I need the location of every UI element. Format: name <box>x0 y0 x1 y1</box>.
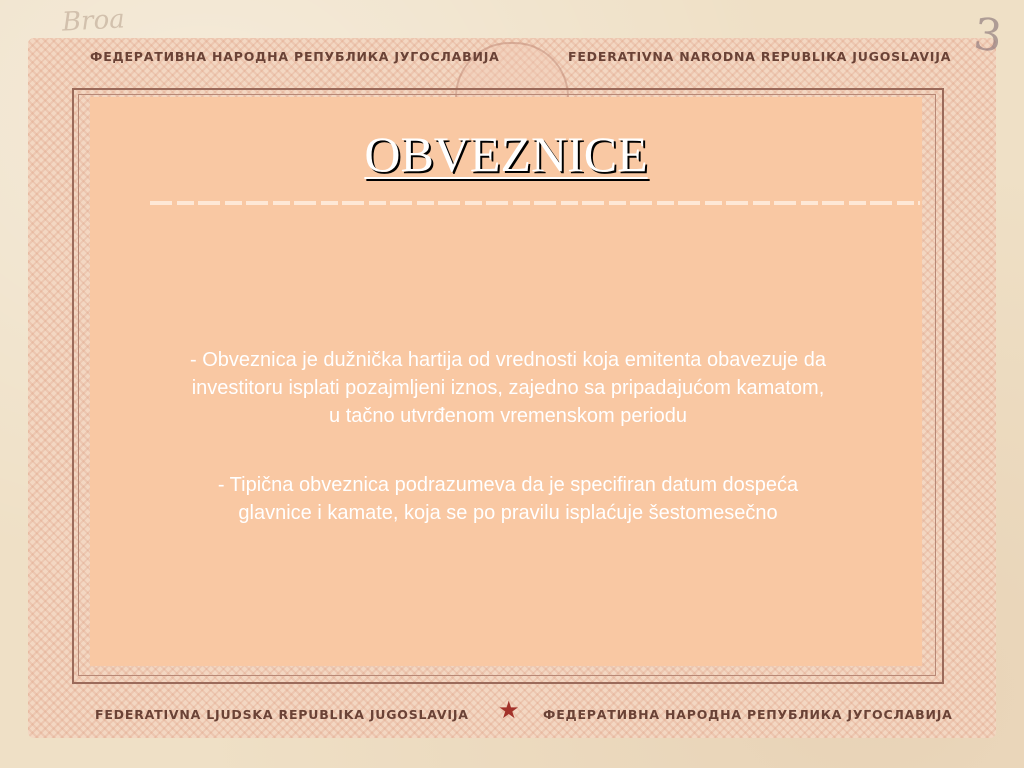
bullet-line: - Obveznica je dužnička hartija od vrednosti koja emitenta obavezuje da <box>190 349 826 371</box>
handwritten-note: Broa <box>61 4 126 38</box>
bullet-line: u tačno utvrđenom vremenskom periodu <box>329 405 687 427</box>
slide-title: OBVEZNICE <box>364 126 648 182</box>
bullet-line: - Tipična obveznica podrazumeva da je specifiran datum dospeća <box>217 474 799 496</box>
header-latin: FEDERATIVNA NARODNA REPUBLIKA JUGOSLAVIJA <box>568 49 952 64</box>
title-divider <box>150 201 920 205</box>
bullet-point <box>95 471 921 527</box>
bullet-line: investitoru isplati pozajmljeni iznos, zajedno sa pripadajućom kamatom, <box>191 377 825 399</box>
handwritten-number: 3 <box>971 8 1005 63</box>
star-icon: ★ <box>498 697 520 724</box>
bullet-line: glavnice i kamate, koja se po pravilu isplaćuje šestomesečno <box>238 502 778 524</box>
bullet-point <box>95 346 921 430</box>
footer-cyrillic: ФЕДЕРАТИВНА НАРОДНА РЕПУБЛИКА ЈУГОСЛАВИЈА <box>543 707 953 722</box>
footer-latin: FEDERATIVNA LJUDSKA REPUBLIKA JUGOSLAVIJA <box>95 707 469 722</box>
header-cyrillic: ФЕДЕРАТИВНА НАРОДНА РЕПУБЛИКА ЈУГОСЛАВИЈА <box>90 49 500 64</box>
